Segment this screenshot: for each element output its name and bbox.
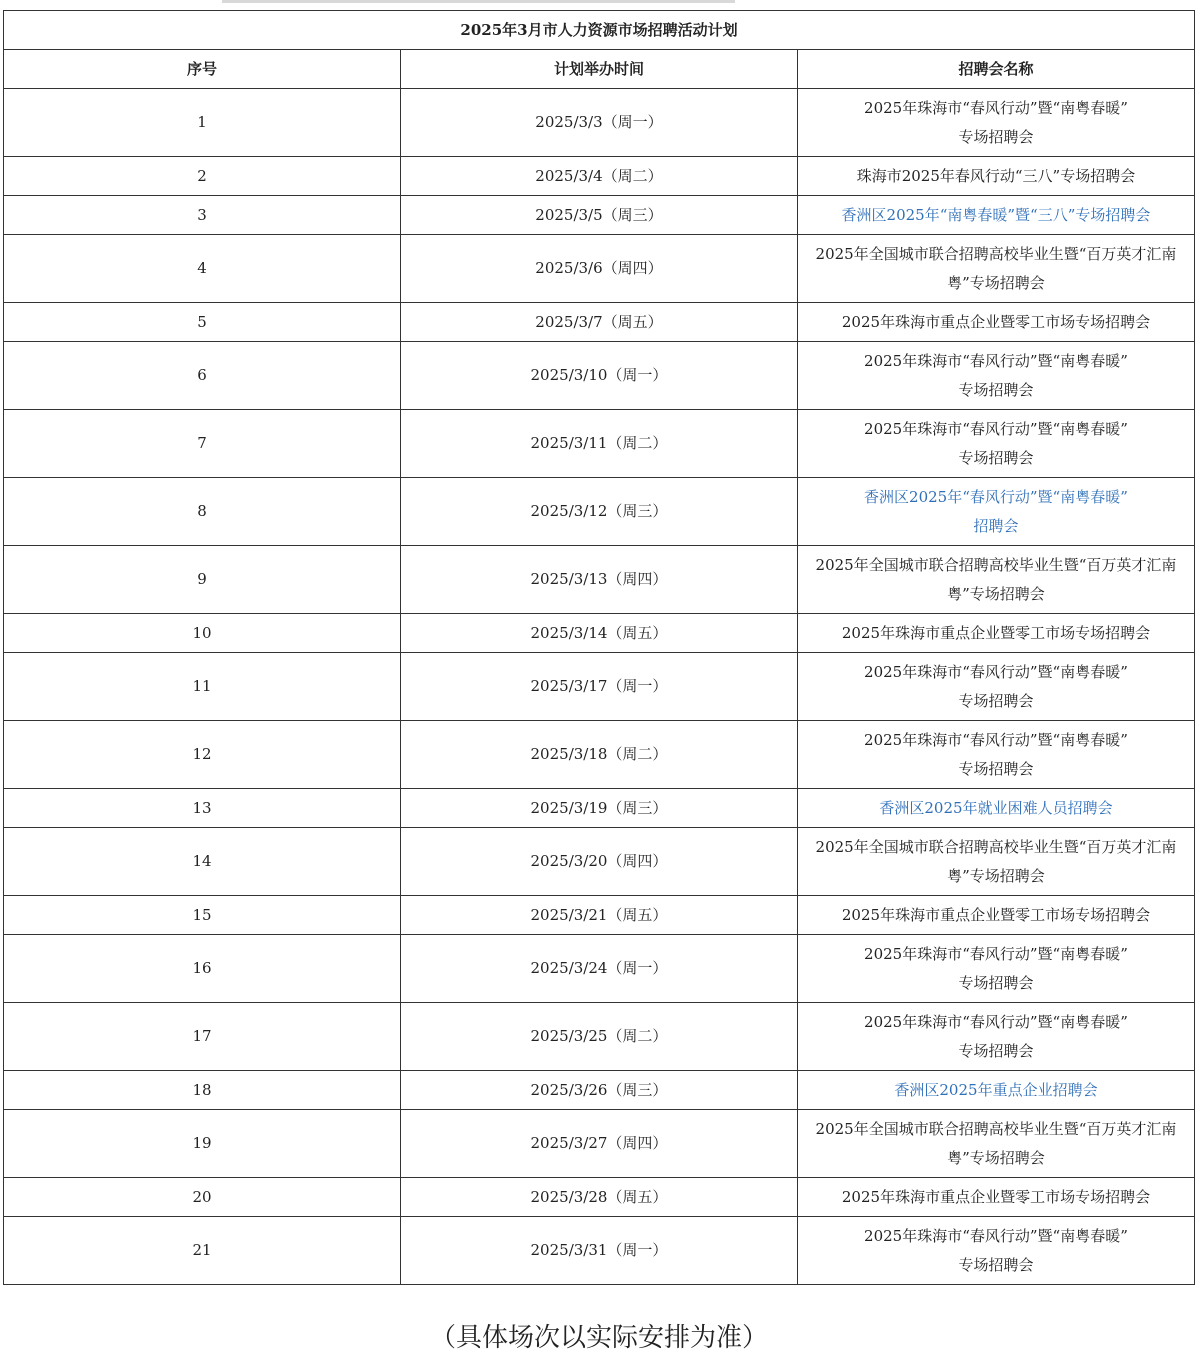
row-date: 2025/3/28（周五） [400,1178,797,1217]
row-name [797,614,1194,653]
table-row [4,896,1195,935]
row-index: 5 [4,303,401,342]
row-index: 9 [4,546,401,614]
row-name [797,1110,1194,1178]
table-title: 2025年3月市人力资源市场招聘活动计划 [4,11,1195,50]
row-name-line: 专场招聘会 [958,448,1034,467]
row-index: 12 [4,721,401,789]
row-date: 2025/3/25（周二） [400,1003,797,1071]
row-name-line: 2025年全国城市联合招聘高校毕业生暨“百万英才汇南粤”专场招聘会 [815,244,1177,292]
row-name-line: 2025年珠海市重点企业暨零工市场专场招聘会 [841,312,1151,331]
row-index: 19 [4,1110,401,1178]
row-index: 21 [4,1217,401,1285]
row-date: 2025/3/31（周一） [400,1217,797,1285]
table-row [4,157,1195,196]
table-title-row [4,11,1195,50]
table-row [4,235,1195,303]
row-name [797,828,1194,896]
row-name-line: 2025年珠海市重点企业暨零工市场专场招聘会 [841,623,1151,642]
table-row [4,546,1195,614]
table-row [4,653,1195,721]
row-name-line: 专场招聘会 [958,691,1034,710]
row-index: 16 [4,935,401,1003]
row-date: 2025/3/14（周五） [400,614,797,653]
row-index: 20 [4,1178,401,1217]
row-name-line: 2025年珠海市“春风行动”暨“南粤春暖” [864,662,1128,681]
table-row [4,935,1195,1003]
row-index: 2 [4,157,401,196]
row-index: 18 [4,1071,401,1110]
row-index: 6 [4,342,401,410]
row-name [797,235,1194,303]
row-index: 13 [4,789,401,828]
row-name-line: 专场招聘会 [958,759,1034,778]
row-name [797,1217,1194,1285]
row-date: 2025/3/4（周二） [400,157,797,196]
row-index: 15 [4,896,401,935]
row-name-link[interactable] [797,789,1194,828]
row-date: 2025/3/3（周一） [400,89,797,157]
row-date: 2025/3/24（周一） [400,935,797,1003]
row-date: 2025/3/17（周一） [400,653,797,721]
row-name [797,157,1194,196]
row-name-line[interactable]: 香洲区2025年重点企业招聘会 [894,1080,1098,1099]
row-date: 2025/3/12（周三） [400,478,797,546]
footnote: （具体场次以实际安排为准） [429,1323,768,1353]
row-name-line: 2025年珠海市重点企业暨零工市场专场招聘会 [841,1187,1151,1206]
row-name [797,1178,1194,1217]
row-name-line: 2025年珠海市“春风行动”暨“南粤春暖” [864,98,1128,117]
row-name-line: 专场招聘会 [958,1041,1034,1060]
row-name-line: 2025年珠海市“春风行动”暨“南粤春暖” [864,1012,1128,1031]
row-name-line: 2025年珠海市“春风行动”暨“南粤春暖” [864,730,1128,749]
table-header-row [4,50,1195,89]
row-name [797,303,1194,342]
row-date: 2025/3/18（周二） [400,721,797,789]
row-name-line[interactable]: 香洲区2025年“南粤春暖”暨“三八”专场招聘会 [841,205,1151,224]
row-date: 2025/3/27（周四） [400,1110,797,1178]
table-row [4,721,1195,789]
row-index: 11 [4,653,401,721]
row-name [797,410,1194,478]
table-row [4,303,1195,342]
table-row [4,614,1195,653]
row-name-line: 专场招聘会 [958,973,1034,992]
row-name [797,1003,1194,1071]
top-scroll-bar [222,0,735,3]
row-date: 2025/3/5（周三） [400,196,797,235]
row-name-line: 2025年全国城市联合招聘高校毕业生暨“百万英才汇南粤”专场招聘会 [815,837,1177,885]
row-name-line[interactable]: 招聘会 [973,516,1019,535]
row-date: 2025/3/21（周五） [400,896,797,935]
row-index: 7 [4,410,401,478]
row-date: 2025/3/6（周四） [400,235,797,303]
row-name-line: 专场招聘会 [958,380,1034,399]
table-row [4,410,1195,478]
row-name-line: 2025年珠海市重点企业暨零工市场专场招聘会 [841,905,1151,924]
row-date: 2025/3/26（周三） [400,1071,797,1110]
row-name-line: 2025年全国城市联合招聘高校毕业生暨“百万英才汇南粤”专场招聘会 [815,555,1177,603]
recruitment-schedule-table [3,10,1195,1285]
row-index: 17 [4,1003,401,1071]
table-row [4,1217,1195,1285]
header-index: 序号 [4,50,401,89]
table-row [4,1110,1195,1178]
row-index: 1 [4,89,401,157]
table-row [4,89,1195,157]
table-row [4,478,1195,546]
row-name-line: 2025年珠海市“春风行动”暨“南粤春暖” [864,944,1128,963]
row-date: 2025/3/10（周一） [400,342,797,410]
row-date: 2025/3/20（周四） [400,828,797,896]
row-name-link[interactable] [797,1071,1194,1110]
table-row [4,828,1195,896]
row-date: 2025/3/19（周三） [400,789,797,828]
row-name [797,653,1194,721]
table-row [4,196,1195,235]
row-name-line: 2025年珠海市“春风行动”暨“南粤春暖” [864,1226,1128,1245]
row-name-line[interactable]: 香洲区2025年就业困难人员招聘会 [879,798,1113,817]
row-index: 10 [4,614,401,653]
header-date: 计划举办时间 [400,50,797,89]
row-name [797,89,1194,157]
row-name-line: 专场招聘会 [958,1255,1034,1274]
row-date: 2025/3/11（周二） [400,410,797,478]
row-name-link[interactable] [797,478,1194,546]
row-name-line: 专场招聘会 [958,127,1034,146]
row-name [797,546,1194,614]
table-row [4,1071,1195,1110]
table-row [4,342,1195,410]
row-name-line: 2025年珠海市“春风行动”暨“南粤春暖” [864,351,1128,370]
header-name: 招聘会名称 [797,50,1194,89]
row-index: 8 [4,478,401,546]
table-row [4,789,1195,828]
row-name [797,935,1194,1003]
row-index: 3 [4,196,401,235]
row-index: 14 [4,828,401,896]
row-name [797,721,1194,789]
row-name-line: 2025年珠海市“春风行动”暨“南粤春暖” [864,419,1128,438]
row-index: 4 [4,235,401,303]
row-date: 2025/3/13（周四） [400,546,797,614]
table-row [4,1178,1195,1217]
row-name-line: 2025年全国城市联合招聘高校毕业生暨“百万英才汇南粤”专场招聘会 [815,1119,1177,1167]
table-row [4,1003,1195,1071]
row-name-line: 珠海市2025年春风行动“三八”专场招聘会 [856,166,1136,185]
row-name [797,342,1194,410]
row-name-line[interactable]: 香洲区2025年“春风行动”暨“南粤春暖” [864,487,1128,506]
row-date: 2025/3/7（周五） [400,303,797,342]
row-name-link[interactable] [797,196,1194,235]
row-name [797,896,1194,935]
